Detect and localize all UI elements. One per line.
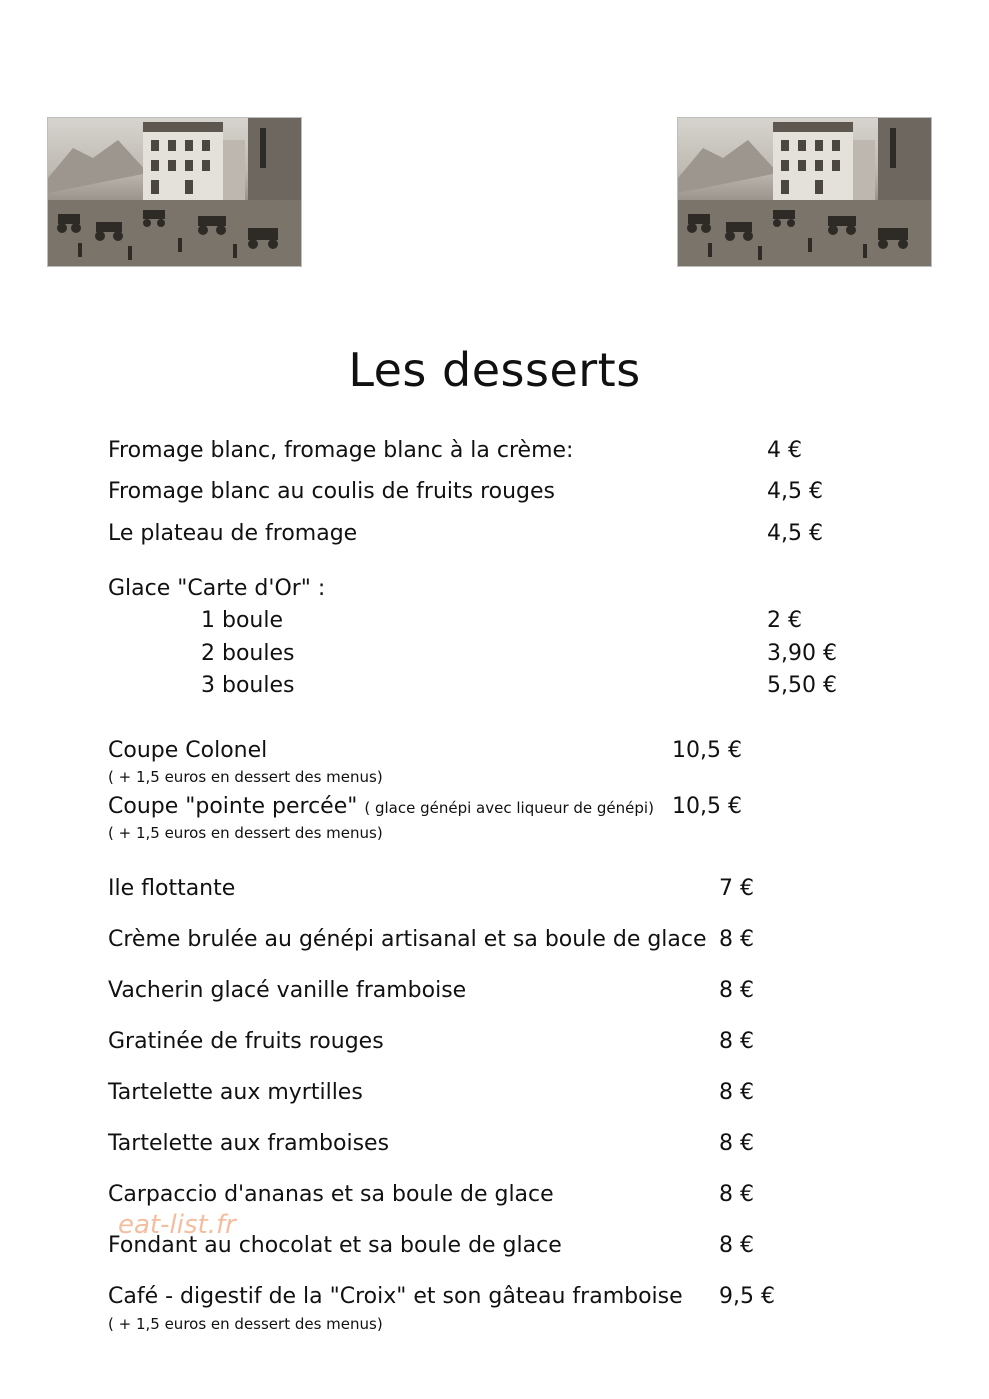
coupe-colonel-note: ( + 1,5 euros en dessert des menus) xyxy=(108,768,383,786)
glace-3-price: 5,50 € xyxy=(767,673,837,698)
glace-3-label: 3 boules xyxy=(201,673,295,698)
item-tartelette-myrtilles-label: Tartelette aux myrtilles xyxy=(108,1080,363,1105)
page-title: Les desserts xyxy=(348,343,641,397)
vintage-town-photo-right xyxy=(677,117,932,267)
item-fromage-coulis-label: Fromage blanc au coulis de fruits rouges xyxy=(108,479,556,504)
item-cafe-price: 9,5 € xyxy=(719,1284,775,1309)
item-tartelette-myrtilles-price: 8 € xyxy=(719,1080,754,1105)
item-fondant-label: Fondant au chocolat et sa boule de glace xyxy=(108,1233,562,1258)
glace-2-label: 2 boules xyxy=(201,641,295,666)
coupe-colonel-price: 10,5 € xyxy=(672,738,742,763)
item-ile-price: 7 € xyxy=(719,876,754,901)
item-tartelette-framboises-price: 8 € xyxy=(719,1131,754,1156)
coupe-pointe-note: ( + 1,5 euros en dessert des menus) xyxy=(108,824,383,842)
vintage-town-photo-left xyxy=(47,117,302,267)
glace-1-label: 1 boule xyxy=(201,608,284,633)
coupe-colonel-label: Coupe Colonel xyxy=(108,738,268,763)
coupe-pointe-row xyxy=(108,793,654,822)
item-cafe-label: Café - digestif de la "Croix" et son gâteau framboise xyxy=(108,1284,683,1309)
item-fromage-blanc-label: Fromage blanc, fromage blanc à la crème: xyxy=(108,438,574,463)
item-ile-label: Ile flottante xyxy=(108,876,236,901)
item-cafe-note: ( + 1,5 euros en dessert des menus) xyxy=(108,1315,383,1333)
glace-heading: Glace "Carte d'Or" : xyxy=(108,576,326,601)
item-plateau-label: Le plateau de fromage xyxy=(108,521,358,546)
item-creme-price: 8 € xyxy=(719,927,754,952)
item-tartelette-framboises-label: Tartelette aux framboises xyxy=(108,1131,390,1156)
item-fromage-coulis-price: 4,5 € xyxy=(767,479,823,504)
item-gratinee-price: 8 € xyxy=(719,1029,754,1054)
item-carpaccio-label: Carpaccio d'ananas et sa boule de glace xyxy=(108,1182,554,1207)
item-carpaccio-price: 8 € xyxy=(719,1182,754,1207)
item-fromage-blanc-price: 4 € xyxy=(767,438,802,463)
coupe-pointe-price: 10,5 € xyxy=(672,794,742,819)
coupe-pointe-detail: ( glace génépi avec liqueur de génépi) xyxy=(364,799,654,817)
glace-2-price: 3,90 € xyxy=(767,641,837,666)
watermark: eat-list.fr xyxy=(118,1210,236,1240)
item-vacherin-price: 8 € xyxy=(719,978,754,1003)
item-plateau-price: 4,5 € xyxy=(767,521,823,546)
glace-1-price: 2 € xyxy=(767,608,802,633)
coupe-pointe-label: Coupe "pointe percée" xyxy=(108,794,358,819)
item-creme-label: Crème brulée au génépi artisanal et sa boule de glace xyxy=(108,927,707,952)
item-fondant-price: 8 € xyxy=(719,1233,754,1258)
item-gratinee-label: Gratinée de fruits rouges xyxy=(108,1029,384,1054)
item-vacherin-label: Vacherin glacé vanille framboise xyxy=(108,978,467,1003)
